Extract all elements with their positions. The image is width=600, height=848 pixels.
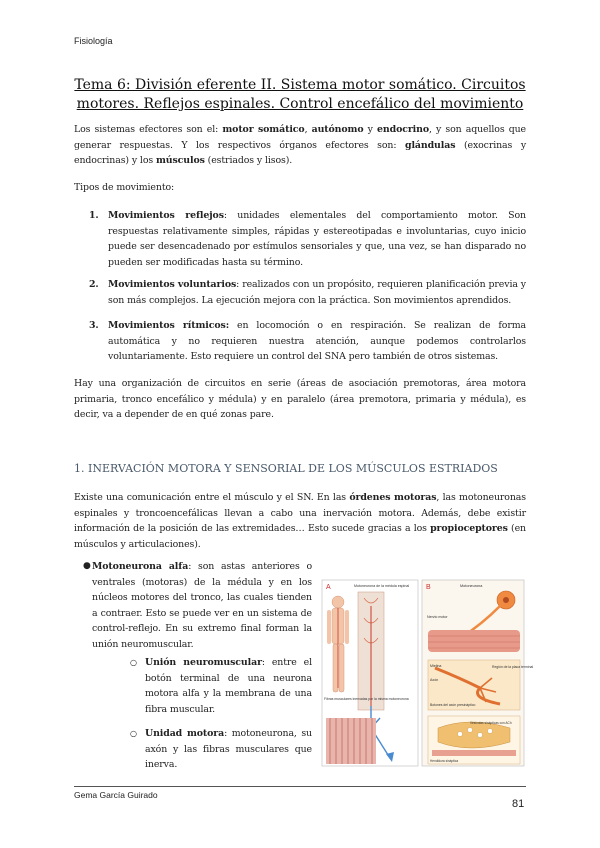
circle-bullet-icon: ○ <box>130 658 137 667</box>
page-title: Tema 6: División eferente II. Sistema motor somático. Circuitos motores. Reflejos espinales. Control encefálico del movimiento <box>74 77 526 112</box>
motor-nerve-label: Nervio motor <box>427 615 448 619</box>
list-item: 3. Movimientos rítmicos: en locomoción o en respiración. Se realizan de forma automática y no requieren nuestra atención, aunque podemos controlarlos voluntariamente. Esto requiere un control del SNA pero también de otros sistemas. <box>89 320 526 362</box>
myelin-label: Mielina <box>430 664 442 668</box>
spinal-motoneuron-label: Motoneurona de la médula espinal <box>354 584 410 588</box>
synaptic-cleft-label: Hendidura sináptica <box>430 759 459 763</box>
list-item: 1. Movimientos reflejos: unidades elementales del comportamiento motor. Son respuestas relativamente simples, rápidas y estereotipadas e involuntarias, cuyo inicio puede ser desencadenado por estímulos sensoriales y que, una vez, se han disparado no pueden ser modificadas hasta su término. <box>89 210 526 268</box>
list-number: 1. <box>89 210 99 221</box>
muscle-fiber-bundle <box>428 630 520 652</box>
page-number: 81 <box>512 798 525 810</box>
types-label: Tipos de movimiento: <box>74 182 175 193</box>
vesicles-label: Vesículas sinápticas con ACh <box>470 721 512 725</box>
motoneuron-label: Motoneurona <box>460 584 483 588</box>
muscle-fibers-label: Fibras musculares inervadas por la misma motoneurona <box>324 697 409 701</box>
intro-paragraph: Los sistemas efectores son el: motor somático, autónomo y endocrino, y son aquellos que generar respuestas. Y los respectivos órganos efectores son: glándulas (exocrinas y endocrinas) y los músculos (estriados y lisos). <box>74 124 527 166</box>
circle-bullet-icon: ○ <box>130 729 137 738</box>
panel-b-label: B <box>426 584 431 591</box>
section-heading: 1. INERVACIÓN MOTORA Y SENSORIAL DE LOS MÚSCULOS ESTRIADOS <box>74 462 498 475</box>
section-paragraph: Existe una comunicación entre el músculo y el SN. En las órdenes motoras, las motoneuronas espinales y troncoencefálicas llevan a cabo una inervación motora. Además, debe existir información de la posición de las extremidades… Esto sucede gracias a los propioceptores (en músculos y articulaciones). <box>74 492 526 550</box>
list-number: 3. <box>89 320 99 331</box>
organization-paragraph: Hay una organización de circuitos en serie (áreas de asociación premotoras, área motora primaria, tronco encefálico y médula) y en paralelo (área premotora, primaria y médula), es decir, va a depender de en qué zonas pare. <box>74 378 526 420</box>
sub-bullet-item: ○ Unión neuromuscular: entre el botón terminal de una neurona motora alfa y la membrana de una fibra muscular. <box>130 657 312 715</box>
muscle-fibers <box>326 718 376 764</box>
motor-unit-figure <box>320 578 534 768</box>
bullet-item: ● Motoneurona alfa: son astas anteriores o ventrales (motoras) de la médula y en los núcleos motores del tronco, las cuales tienden a contraer. Esto se puede ver en un sistema de control-reflejo. En su extremo final forman la unión neuromuscular. <box>83 561 312 650</box>
running-header: Fisiología <box>74 36 113 46</box>
footer-author: Gema García Guirado <box>74 790 158 800</box>
footer-divider <box>74 786 526 787</box>
bullet-icon: ● <box>83 561 91 571</box>
end-plate-label: Región de la placa terminal <box>492 665 534 669</box>
sub-bullet-item: ○ Unidad motora: motoneurona, su axón y las fibras musculares que inerva. <box>130 728 312 770</box>
list-item: 2. Movimientos voluntarios: realizados con un propósito, requieren planificación previa y son más complejos. La ejecución mejora con la práctica. Son movimientos aprendidos. <box>89 279 527 306</box>
panel-a-label: A <box>326 584 331 591</box>
list-number: 2. <box>89 279 99 290</box>
axon-label: Axón <box>430 678 439 682</box>
axon-buttons-label: Botones del axón presináptico <box>430 703 476 707</box>
